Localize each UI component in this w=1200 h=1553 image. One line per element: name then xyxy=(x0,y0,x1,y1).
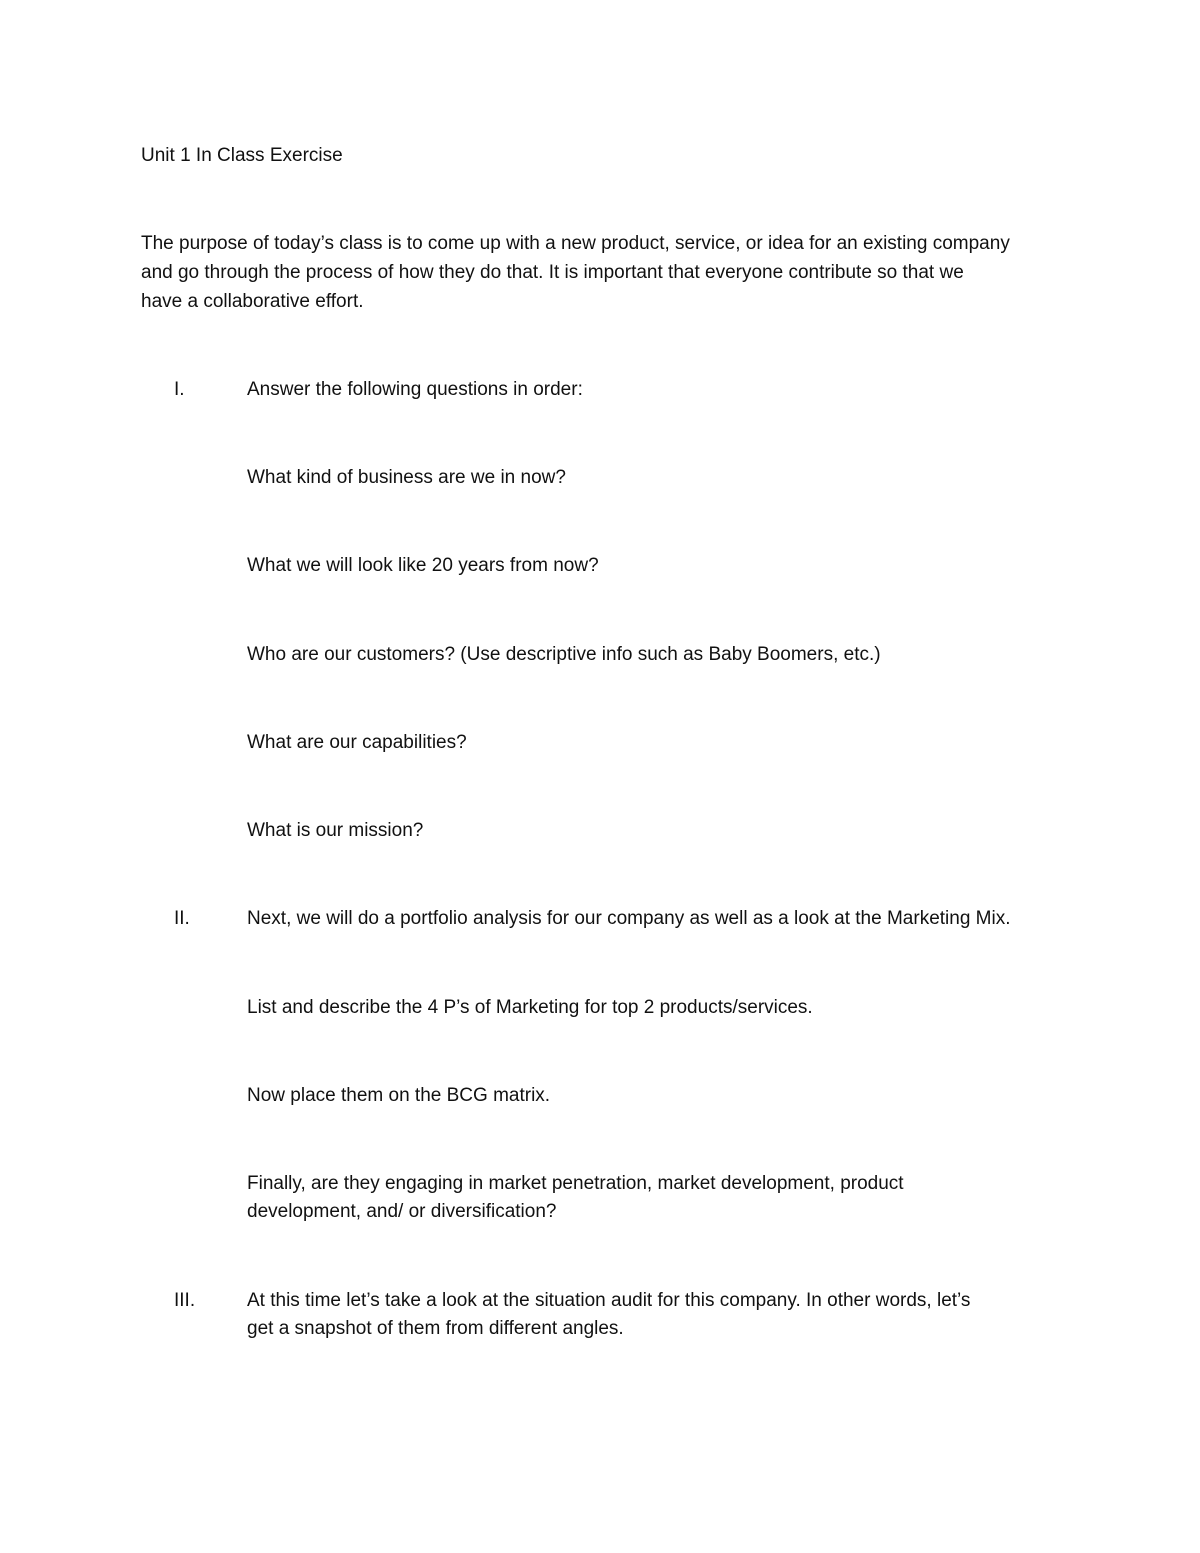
section-1-heading: Answer the following questions in order: xyxy=(247,379,583,400)
section-2-heading: Next, we will do a portfolio analysis for our company as well as a look at the Marketing Mix. xyxy=(247,908,1011,929)
section-3-heading-line-1: At this time let’s take a look at the situation audit for this company. In other words, let’s xyxy=(247,1290,971,1311)
task-growth-line-2: development, and/ or diversification? xyxy=(247,1201,557,1222)
section-3-numeral: III. xyxy=(174,1290,196,1311)
task-growth-line-1: Finally, are they engaging in market penetration, market development, product xyxy=(247,1173,904,1194)
question-mission: What is our mission? xyxy=(247,820,424,841)
task-bcg: Now place them on the BCG matrix. xyxy=(247,1085,551,1106)
question-capabilities: What are our capabilities? xyxy=(247,732,467,753)
intro-line-3: have a collaborative effort. xyxy=(141,291,364,312)
section-3-heading-line-2: get a snapshot of them from different angles. xyxy=(247,1318,624,1339)
task-4ps: List and describe the 4 P’s of Marketing for top 2 products/services. xyxy=(247,997,813,1018)
question-customers: Who are our customers? (Use descriptive info such as Baby Boomers, etc.) xyxy=(247,644,881,665)
intro-line-2: and go through the process of how they do that. It is important that everyone contribute so that we xyxy=(141,262,964,283)
document-title: Unit 1 In Class Exercise xyxy=(141,145,343,166)
question-business: What kind of business are we in now? xyxy=(247,467,566,488)
section-2-numeral: II. xyxy=(174,908,190,929)
question-future: What we will look like 20 years from now? xyxy=(247,555,599,576)
section-1-numeral: I. xyxy=(174,379,185,400)
intro-line-1: The purpose of today’s class is to come up with a new product, service, or idea for an existing company xyxy=(141,233,1010,254)
